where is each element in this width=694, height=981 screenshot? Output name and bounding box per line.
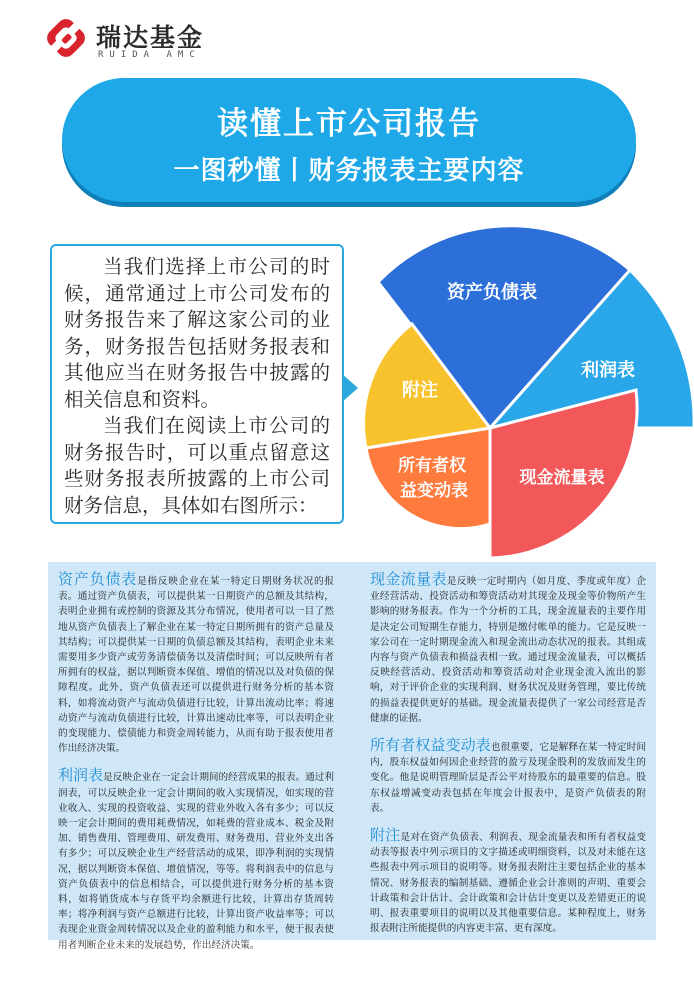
income-statement-description: 利润表是反映企业在一定会计期间的经营成果的报表。通过利润表，可以反映企业一定会计期间的收入实现情况，如实现的营业收入、实现的投资收益、实现的营业外收入各有多少；可以反映一定会计期间的费用耗费情况，如耗费的营业成本、税金及附加、销售费用、管理费用、研发费用、财务费用、营业外支出各有多少；可以反映企业生产经营活动的成果，即净利润的实现情况，据以判断资本保值、增值情况，等等。将利润表中的信息与资产负债表中的信息相结合，可以提供进行财务分析的基本资料，如将销货成本与存货平均余额进行比较，计算出存货周转率；将净利润与资产总额进行比较，计算出资产收益率等；可以表现企业资金周转情况以及企业的盈利能力和水平，便于报表使用者判断企业未来的发展趋势，作出经济决策。: [58, 766, 334, 951]
details-left-column: [48, 562, 344, 953]
equity-change-description: 所有者权益变动表也很重要，它是解释在某一特定时间内，股东权益如何因企业经营的盈亏及现金股利的发放而发生的变化。他是说明管理阶层是否公平对待股东的最重要的信息。股东权益增减变动表包括在年度会计报表中，是资产负债表的附表。: [370, 736, 646, 814]
details-right-column: [360, 562, 656, 936]
slice-label-equity-1: 所有者权: [398, 456, 466, 476]
balance-sheet-description: 资产负债表是指反映企业在某一特定日期财务状况的报表。通过资产负债表，可以提供某一日期资产的总额及其结构，表明企业拥有或控制的资源及其分布情况，使用者可以一目了然地从资产负债表上了解企业在某一特定日期所拥有的资产总量及其结构；可以提供某一日期的负债总额及其结构，表明企业未来需要用多少资产或劳务清偿债务以及清偿时间；可以反映所有者所拥有的权益，据以判断资本保值、增值的情况以及对负债的保障程度。此外，资产负债表还可以提供进行财务分析的基本资料，如将流动资产与流动负债进行比较，计算出流动比率；将速动资产与流动负债进行比较，计算出速动比率等，可以表明企业的变现能力、偿债能力和资金周转能力，从而有助于报表使用者作出经济决策。: [58, 570, 334, 755]
intro-box: [50, 244, 344, 524]
cash-flow-description: 现金流量表是反映一定时期内（如月度、季度或年度）企业经营活动、投资活动和筹资活动对其现金及现金等价物所产生影响的财务报表。作为一个分析的工具，现金流量表的主要作用是决定公司短期生存能力，特别是缴付帐单的能力。它是反映一家公司在一定时期现金流入和现金流出动态状况的报表。其组成内容与资产负债表和损益表相一致。通过现金流量表，可以概括反映经营活动、投资活动和筹资活动对企业现金流入流出的影响，对于评价企业的实现利润、财务状况及财务管理，要比传统的损益表提供更好的基础。现金流量表提供了一家公司经营是否健康的证据。: [370, 570, 646, 724]
slice-label-income: 利润表: [581, 360, 635, 381]
cash-flow-term: 现金流量表: [370, 570, 447, 588]
notes-description: 附注是对在资产负债表、利润表、现金流量表和所有者权益变动表等报表中列示项目的文字描述或明细资料，以及对未能在这些报表中列示项目的说明等。财务报表附注主要包括企业的基本情况、财务报表的编制基础、遵循企业会计准则的声明、重要会计政策和会计估计、会计政策和会计估计变更以及差错更正的说明、报表重要项目的说明以及其他重要信息。某种程度上，财务报表附注所能提供的内容更丰富、更有深度。: [370, 826, 646, 935]
notes-term: 附注: [370, 826, 401, 845]
statements-diagram: [340, 218, 694, 562]
slice-label-cashflow: 现金流量表: [519, 468, 605, 488]
income-statement-term: 利润表: [58, 766, 104, 785]
brand-name: 瑞达基金: [96, 23, 205, 52]
details-panel: [48, 562, 656, 951]
brand-logo: [44, 16, 244, 66]
intro-paragraph-1: 当我们选择上市公司的时候，通常通过上市公司发布的财务报告来了解这家公司的业务，财务报告包括财务报表和其他应当在财务报告中披露的相关信息和资料。: [64, 255, 330, 411]
slice-label-equity-2: 益变动表: [400, 481, 468, 501]
brand-subtitle: RUIDA AMC: [98, 50, 201, 60]
balance-sheet-term: 资产负债表: [58, 570, 138, 588]
title-banner: [62, 78, 636, 202]
slice-label-balance: 资产负债表: [447, 282, 537, 303]
ruida-logo-icon: [44, 16, 88, 60]
page-subtitle: 一图秒懂丨财务报表主要内容: [173, 156, 525, 186]
slice-label-notes: 附注: [402, 380, 438, 401]
equity-change-term: 所有者权益变动表: [370, 736, 491, 755]
intro-paragraph-2: 当我们在阅读上市公司的财务报告时，可以重点留意这些财务报表所披露的上市公司财务信息，具体如右图所示：: [64, 414, 330, 517]
page-title: 读懂上市公司报告: [217, 106, 481, 142]
